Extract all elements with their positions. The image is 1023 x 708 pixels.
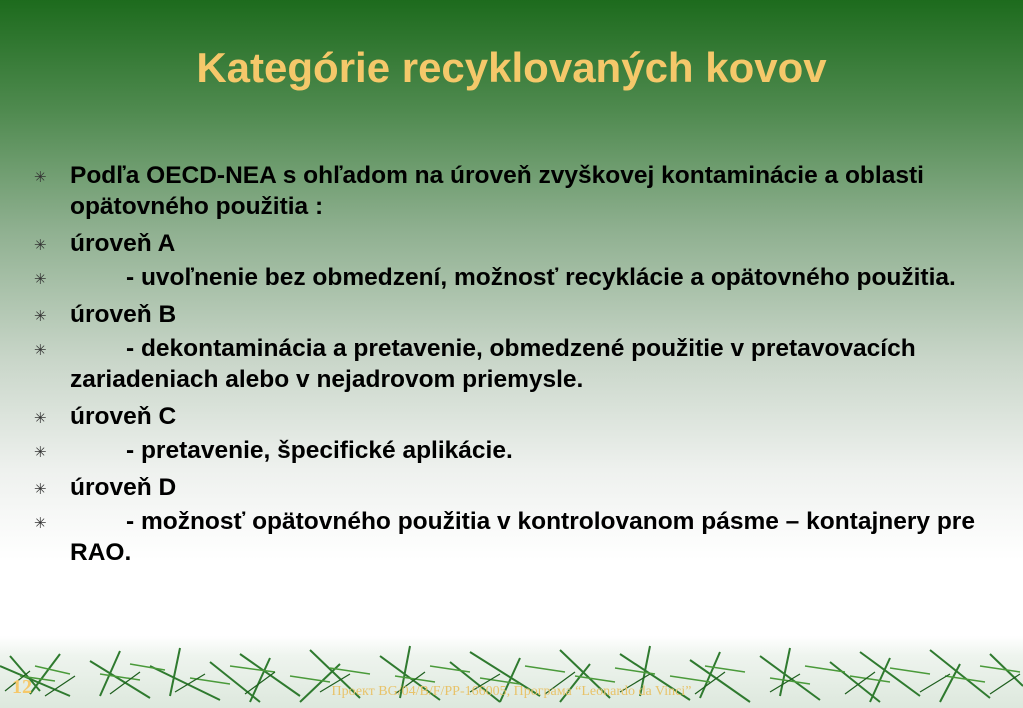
slide-number: 12	[12, 676, 32, 698]
bullet-item	[30, 472, 990, 503]
bullet-text: úroveň B	[70, 301, 177, 328]
bullet-text: úroveň C	[70, 403, 177, 430]
asterisk-bullet-icon: ✳	[34, 515, 47, 532]
bullet-text: - možnosť opätovného použitia v kontrolovanom pásme – kontajnery pre RAO.	[70, 508, 975, 566]
bullet-item	[30, 333, 990, 395]
bullet-list	[30, 160, 990, 574]
bullet-text: - dekontaminácia a pretavenie, obmedzené použitie v pretavovacích zariadeniach alebo v nejadrovom priemysle.	[70, 335, 916, 393]
asterisk-bullet-icon: ✳	[34, 271, 47, 288]
bullet-text: - uvoľnenie bez obmedzení, možnosť recyklácie a opätovného použitia.	[126, 264, 956, 291]
bullet-item	[30, 228, 990, 259]
bullet-item	[30, 401, 990, 432]
bullet-text: úroveň D	[70, 474, 177, 501]
asterisk-bullet-icon: ✳	[34, 481, 47, 498]
bullet-text: - pretavenie, špecifické aplikácie.	[126, 437, 513, 464]
asterisk-bullet-icon: ✳	[34, 444, 47, 461]
asterisk-bullet-icon: ✳	[34, 169, 47, 186]
bullet-item	[30, 435, 990, 466]
bullet-text: Podľa OECD-NEA s ohľadom na úroveň zvyškovej kontaminácie a oblasti opätovného použitia :	[70, 162, 924, 220]
bullet-item	[30, 262, 990, 293]
bullet-item	[30, 299, 990, 330]
bullet-item	[30, 506, 990, 568]
slide-title: Kategórie recyklovaných kovov	[196, 44, 827, 91]
asterisk-bullet-icon: ✳	[34, 308, 47, 325]
asterisk-bullet-icon: ✳	[34, 410, 47, 427]
bullet-text: úroveň A	[70, 230, 176, 257]
bullet-item	[30, 160, 990, 222]
asterisk-bullet-icon: ✳	[34, 237, 47, 254]
footer-text: Проект BG/04/B/F/PP-166005, Програма “Leonardo da Vinci”	[331, 684, 692, 699]
asterisk-bullet-icon: ✳	[34, 342, 47, 359]
